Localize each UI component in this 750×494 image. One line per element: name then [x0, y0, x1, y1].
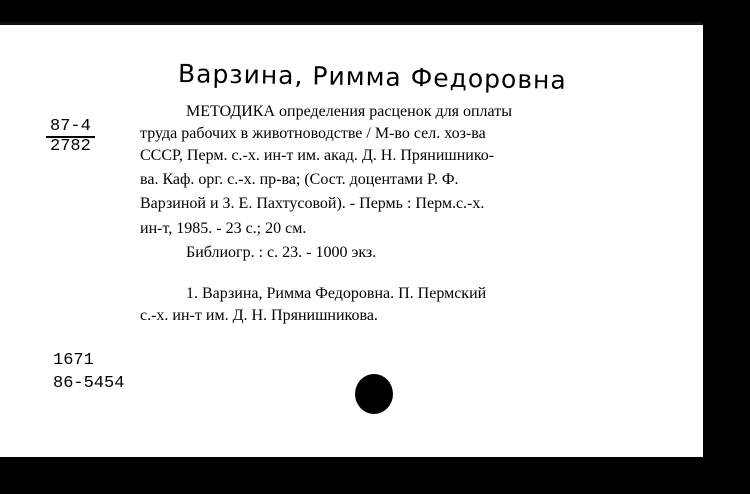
description-line-5: Варзиной и З. Е. Пахтусовой). - Пермь : Перм.с.-х.: [140, 195, 485, 212]
tracing-line-2: с.-х. ин-т им. Д. Н. Прянишникова.: [140, 307, 378, 324]
call-number-bottom: 2782: [50, 137, 91, 156]
description-line-2: труда рабочих в животноводстве / М-во сел. хоз-ва: [140, 125, 486, 142]
tracing-line-1: 1. Варзина, Римма Федоровна. П. Пермский: [186, 285, 487, 302]
description-line-3: СССР, Перм. с.-х. ин-т им. акад. Д. Н. Прянишнико-: [140, 147, 495, 164]
description-line-7: Библиогр. : с. 23. - 1000 экз.: [186, 244, 377, 261]
punch-hole: [355, 374, 393, 414]
description-line-1: МЕТОДИКА определения расценок для оплаты: [186, 103, 512, 120]
description-line-6: ин-т, 1985. - 23 с.; 20 см.: [140, 220, 307, 237]
accession-number-1: 1671: [53, 351, 94, 370]
card-heading-author: Варзина, Римма Федоровна: [177, 59, 567, 95]
catalog-card: [0, 22, 703, 457]
accession-number-2: 86-5454: [53, 374, 125, 393]
description-line-4: ва. Каф. орг. с.-х. пр-ва; (Сост. доцентами Р. Ф.: [140, 171, 459, 188]
call-number-top: 87-4: [46, 117, 95, 138]
